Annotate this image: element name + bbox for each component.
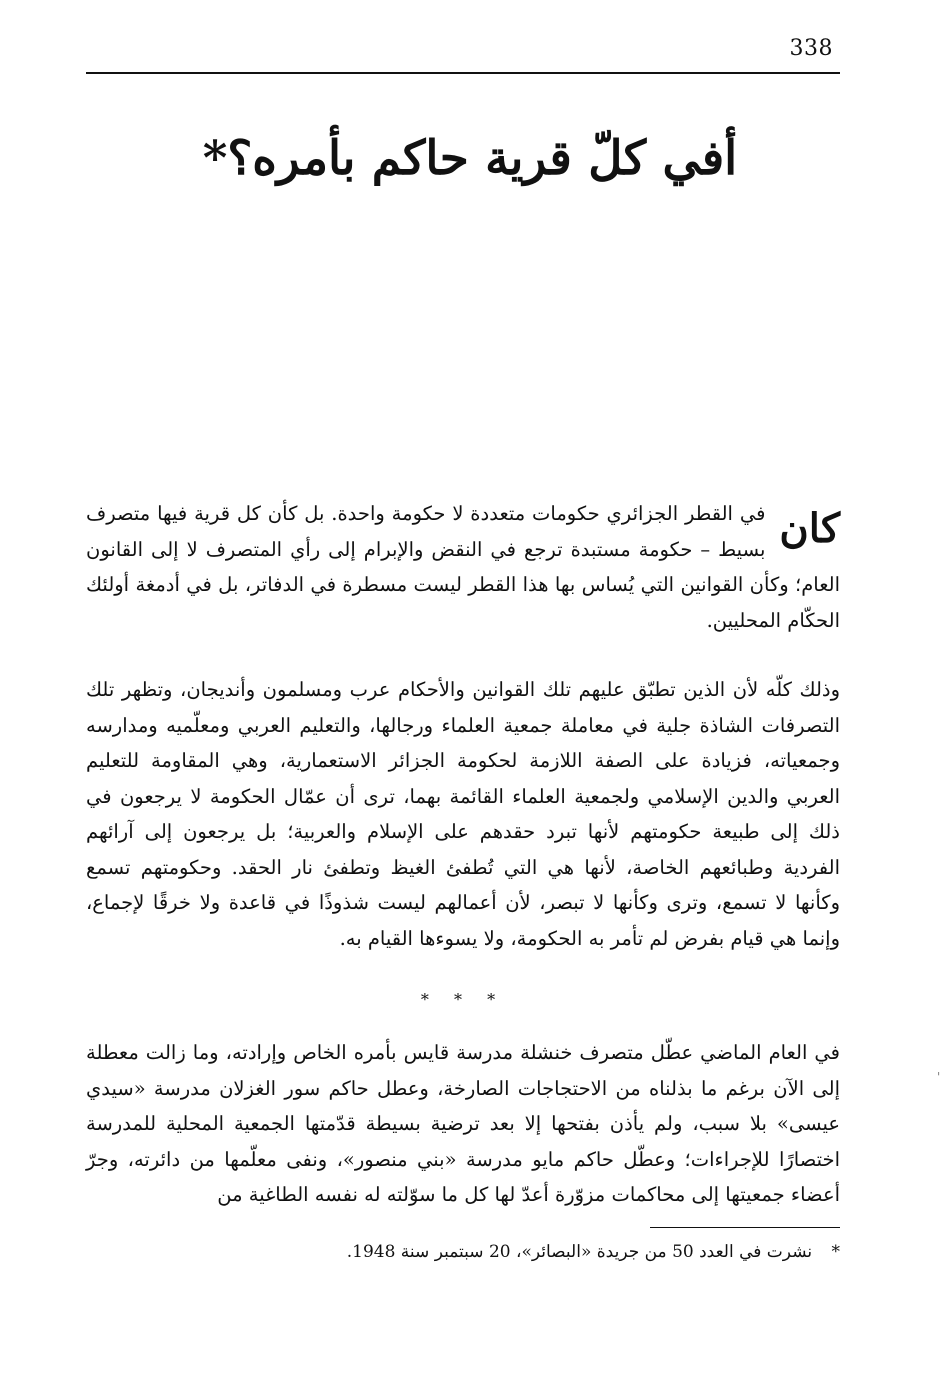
paragraph-1: [86, 496, 840, 638]
footnote: [86, 1237, 840, 1267]
section-separator: * * *: [420, 990, 506, 1009]
article-title: أفي كلّ قرية حاكم بأمره؟*: [202, 131, 738, 187]
paragraph-1-text: في القطر الجزائري حكومات متعددة لا حكومة واحدة. بل كأن كل قرية فيها متصرف بسيط – حكومة مستبدة ترجع في النقض والإبرام إلى رأي المتصرف لا إلى القانون العام؛ وكأن القوانين التي يُساس بها هذا القطر ليست مسطرة في الدفاتر، بل في أدمغة أولئك الحكّام المحليين.: [86, 502, 840, 632]
dropcap-word: كان: [779, 505, 840, 552]
header-rule: [86, 72, 840, 74]
margin-mark: ': [937, 1070, 941, 1084]
footnote-text: نشرت في العدد 50 من جريدة «البصائر»، 20 سبتمبر سنة 1948.: [346, 1242, 813, 1262]
paragraph-2: وذلك كلّه لأن الذين تطبّق عليهم تلك القوانين والأحكام عرب ومسلمون وأنديجان، وتظهر تلك التصرفات الشاذة جلية في معاملة جمعية العلماء ورجالها، والتعليم العربي ومعلّميه ومدارسه وجمعياته، فزيادة على الصفة اللازمة لحكومة الجزائر الاستعمارية، وهي المقاومة للتعليم العربي والدين الإسلامي ولجمعية العلماء القائمة بهما، ترى أن عمّال الحكومة لا يرجعون في ذلك إلى طبيعة حكومتهم لأنها تبرد حقدهم على الإسلام والعربية؛ بل يرجعون إلى آرائهم الفردية وطبائعهم الخاصة، لأنها هي التي تُطفئ الغيظ وتطفئ نار الحقد. وحكومتهم تسمع وكأنها لا تسمع، وترى وكأنها لا تبصر، لأن أعمالهم ليست شذوذًا في قاعدة ولا خرقًا لإجماع، وإنما هي قيام بفرض لم تأمر به الحكومة، ولا يسوءها القيام به.: [86, 678, 840, 950]
page-number: 338: [789, 36, 833, 61]
paragraph-3: في العام الماضي عطّل متصرف خنشلة مدرسة قايس بأمره الخاص وإرادته، وما زالت معطلة إلى الآن برغم ما بذلناه من الاحتجاجات الصارخة، وعطل حاكم سور الغزلان مدرسة «سيدي عيسى» بلا سبب، ولم يأذن بفتحها إلا بعد ترضية بسيطة قدّمتها الجمعية المحلية للمدرسة اختصارًا للإجراءات؛ وعطّل حاكم مايو مدرسة «بني منصور»، ونفى معلّمها من دائرته، وجرّ أعضاء جمعيتها إلى محاكمات مزوّرة أعدّ لها كل ما سوّلته له نفسه الطاغية من: [86, 1041, 840, 1206]
footnote-marker: *: [831, 1242, 840, 1262]
footnote-rule: [650, 1227, 840, 1228]
